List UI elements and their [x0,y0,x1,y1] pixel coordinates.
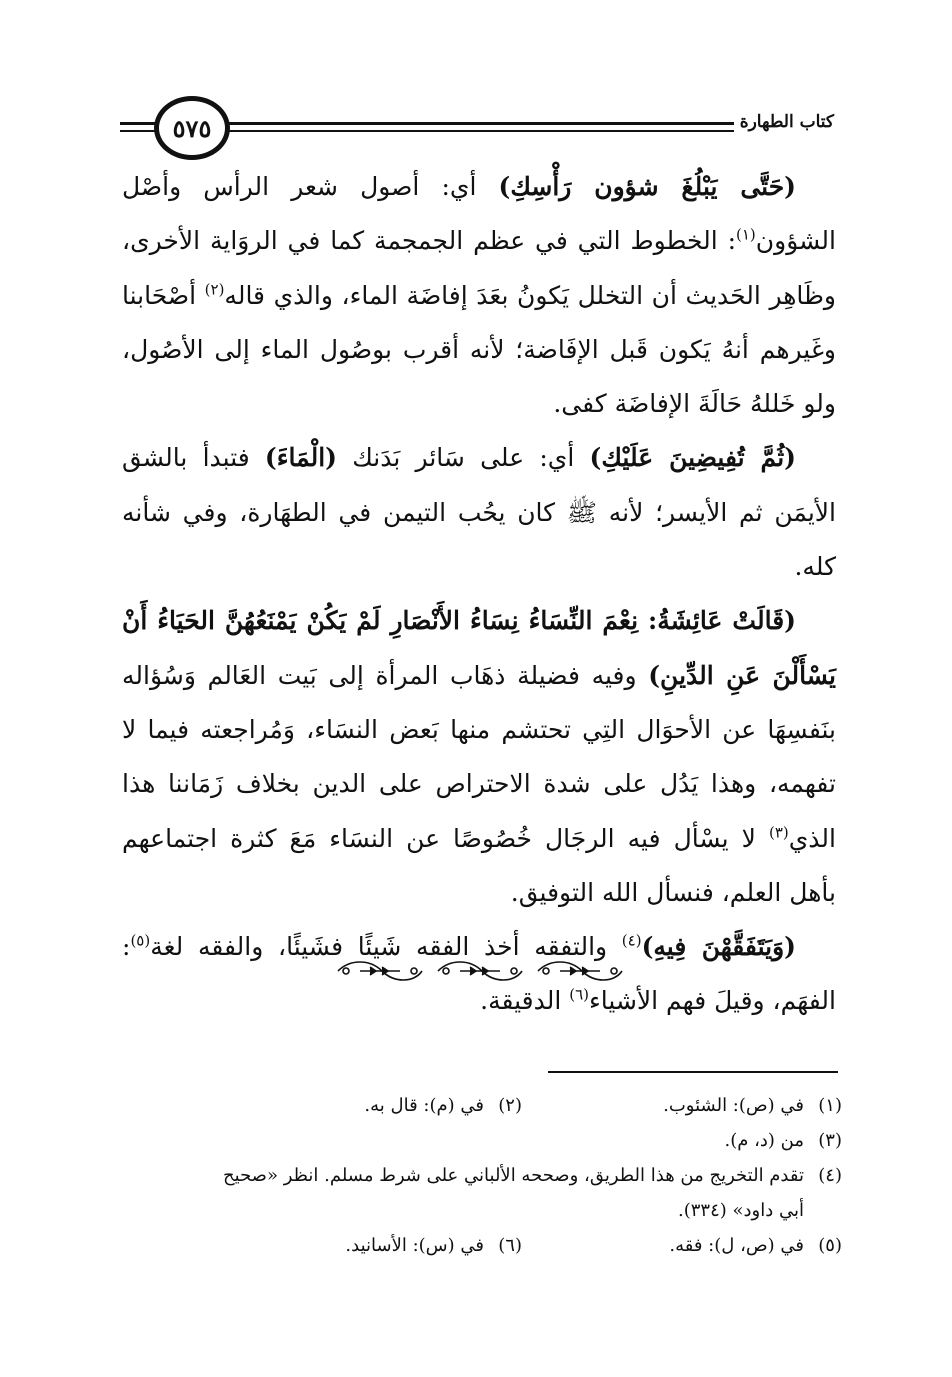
ornament-motif [438,962,522,980]
footnote-row [120,1228,842,1263]
ornament-motif [538,962,622,980]
footnote-2 [364,1088,522,1123]
commentary-text: أي: على سَائر بَدَنك [336,443,590,473]
footnote-marker-2[interactable]: (٢) [204,280,225,299]
paragraph-2 [122,431,836,594]
commentary-text: لا يسْأل فيه الرجَال خُصُوصًا عن النسَاء مَعَ كثرة اجتماعهم بأهل العلم، فنسأل الله التوفيق. [122,823,836,907]
footnote-row [120,1088,842,1123]
footnote-text: في (س): الأسانيد. [345,1235,484,1256]
footnote-number: (٥) [818,1235,842,1256]
footnote-marker-3[interactable]: (٣) [768,823,789,842]
section-divider-ornament [330,955,630,987]
paragraph-3 [122,594,836,920]
footnote-number: (٦) [498,1235,522,1256]
footnote-marker-6[interactable]: (٦) [569,986,590,1005]
quoted-hadith-phrase: (قَالَتْ عَائِشَةُ: نِعْمَ النِّسَاءُ نِسَاءُ الأَنْصَارِ لَمْ يَكُنْ يَمْنَعُهُنَّ الحَيَاءُ أَنْ يَسْأَلْنَ عَنِ الدِّينِ) [122,606,836,690]
footnote-marker-1[interactable]: (١) [736,225,756,244]
footnote-text: تقدم التخريج من هذا الطريق، وصححه الألباني على شرط مسلم. انظر «صحيح [223,1165,804,1186]
page-number: ٥٧٥ [154,96,230,160]
footnote-text: في (ص): الشئوب. [663,1095,804,1116]
footnote-row [120,1193,842,1228]
commentary-text: وفيه فضيلة ذهَاب المرأة إلى بَيت العَالم وَسُؤاله بنَفسِهَا عن الأحوَال التِي تحتشم منها بَعض النسَاء، وَمُراجعته فيما لا تفهمه، وهذا يَدُل على شدة الاحتراص على الدين بخلاف زَمَاننا هذا الذي [122,660,836,853]
commentary-text: : الفهَم، وقيلَ فهم الأشياء [122,932,836,1016]
footnote-text-continued: أبي داود» (٣٣٤). [678,1200,804,1221]
main-text [122,160,836,1029]
commentary-text: أصْحَابنا وغَيرهم أنهُ يَكون قَبل الإفَاضة؛ لأنه أقرب بوصُول الماء إلى الأصُول، ولو خَللهُ حَالَةَ الإفاضَة كفى. [122,280,836,419]
quoted-hadith-phrase: (الْمَاءَ) [264,443,337,473]
footnote-number: (١) [818,1095,842,1116]
footnote-separator [548,1071,838,1073]
quoted-hadith-phrase: (وَيَتَفَقَّهْنَ فِيهِ) [641,932,796,962]
commentary-text: : الخطوط التي في عظم الجمجمة كما في الروَاية الأخرى، وظَاهِر الحَديث أن التخلل يَكونُ بعَدَ إفاضَة الماء، والذي قاله [122,226,837,310]
footnote-text: في (م): قال به. [364,1095,484,1116]
footnotes [120,1088,842,1263]
footnote-6 [345,1228,522,1263]
footnote-text: من (د، م). [724,1130,804,1151]
footnote-3 [724,1123,842,1158]
header-rule-left-thin [120,130,158,132]
footnote-marker-5[interactable]: (٥) [130,931,151,950]
paragraph-1 [122,160,836,431]
ornament-motif [338,962,422,980]
footnote-4 [223,1158,842,1193]
footnote-row [120,1158,842,1193]
footnote-1 [522,1088,842,1123]
running-title: كتاب الطهارة [734,112,840,132]
footnote-number: (٢) [498,1095,522,1116]
commentary-text: فتبدأ بالشق الأيمَن ثم الأيسر؛ لأنه ﷺ كان يحُب التيمن في الطهَارة، وفي شأنه كله. [122,443,836,582]
commentary-text: الدقيقة. [480,986,570,1016]
footnote-number: (٣) [818,1130,842,1151]
footnote-5 [522,1228,842,1263]
header-rule-left [120,122,158,125]
footnote-row [120,1123,842,1158]
footnote-number: (٤) [818,1165,842,1186]
footnote-text: في (ص، ل): فقه. [669,1235,804,1256]
commentary-text: والتفقه أخذ الفقه شَيئًا فشَيئًا، والفقه لغة [150,932,622,962]
quoted-hadith-phrase: (حَتَّى يَبْلُغَ شؤون رَأْسِكِ) [498,172,796,201]
quoted-hadith-phrase: (ثُمَّ تُفِيضِينَ عَلَيْكِ) [589,443,796,473]
commentary-text: أي: أصول شعر الرأس وأصْل الشؤون [122,172,836,256]
footnote-marker-4[interactable]: (٤) [621,931,642,950]
